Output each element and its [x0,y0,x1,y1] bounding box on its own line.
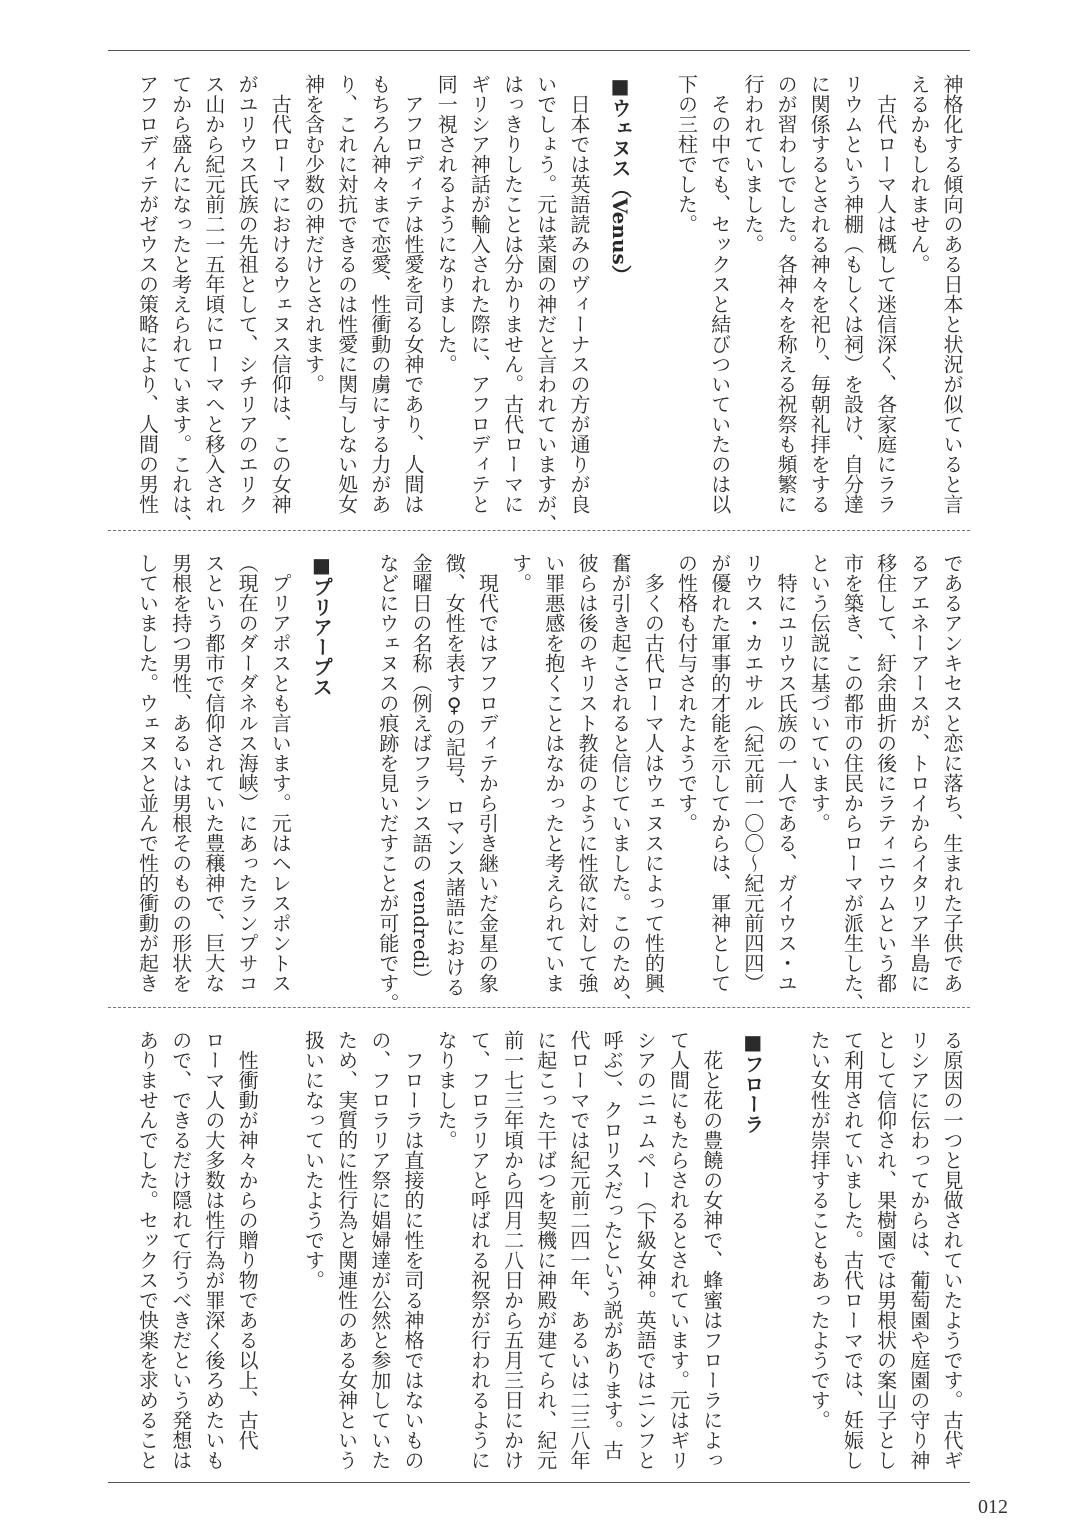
text-column: 性衝動が神々からの贈り物である以上、古代 [235,1030,260,1450]
text-column: 金曜日の名称（例えばフランス語の vendredi） [409,553,433,989]
text-column: 多くの古代ローマ人はウェヌスによって性的興 [641,553,666,993]
bottom-rule [108,1482,970,1483]
blank-line [636,74,669,522]
text-column: 行われていました。 [740,74,765,254]
text-column: リシアに伝わってからは、葡萄園や庭園の守り神 [906,1030,931,1470]
text-column: ギリシア神話が輸入された際に、アフロディテと [467,74,492,514]
blank-line [769,1030,802,1478]
text-column: 呼ぶ）、クロリスだったという説があります。古 [600,1030,625,1460]
text-column: 神を含む少数の神だけとされます。 [301,74,326,394]
text-column: てから盛んになったと考えられています。これは、 [168,74,193,534]
text-column: て人間にもたらされるとされています。元はギリ [666,1030,691,1470]
text-column: リウムという神棚（もしくは祠）を設け、自分達 [840,74,865,514]
top-rule [108,50,970,51]
text-column: 花と花の豊饒の女神で、蜂蜜はフローラによっ [699,1030,724,1470]
text-column: していました。ウェヌスと並んで性的衝動が起き [135,553,160,993]
section-heading: ■プリアープス [309,553,334,697]
text-column: が優れた軍事的才能を示してからは、軍神として [707,553,732,993]
text-column: プリアポスとも言います。元はヘレスポントス [268,553,293,993]
text-column: の、フロラリア祭に娼婦達が公然と参加していた [367,1030,392,1470]
text-column: て利用されていました。古代ローマでは、妊娠し [840,1030,865,1470]
text-column: ので、できるだけ隠れて行うべきだという発想は [168,1030,193,1470]
text-column: という伝説に基づいています。 [807,553,832,833]
text-column: 日本では英語読みのヴィーナスの方が通りが良 [566,74,591,514]
text-column: スという都市で信仰されていた豊穣神で、巨大な [201,553,226,993]
text-column: の性格も付与されたようです。 [674,553,699,833]
section-heading: ■ウェヌス（Venus） [608,74,633,285]
text-column: ス山から紀元前二一五年頃にローマへと移入され [201,74,226,514]
text-column: す。 [508,553,533,593]
text-column: 現代ではアフロディテから引き継いだ金星の象 [475,553,500,993]
text-column: として信仰され、果樹園では男根状の案山子とし [873,1030,898,1470]
blank-line [263,1030,296,1478]
tier-divider [108,1007,970,1008]
text-column: リウス・カエサル（紀元前一〇〇～紀元前四四） [740,553,765,993]
text-column: 奮が引き起こされると信じていました。このため、 [608,553,633,1013]
text-column: 彼らは後のキリスト教徒のように性欲に対して強 [574,553,599,993]
text-column: 前一七三年頃から四月二八日から五月三日にかけ [500,1030,525,1470]
text-column: もちろん神々まで恋愛、性衝動の虜にする力があ [367,74,392,514]
text-column: 代ローマでは紀元前二四一年、あるいは二三八年 [566,1030,591,1470]
text-tier-3 [108,1030,968,1478]
text-column: アフロディテがゼウスの策略により、人間の男性 [135,74,160,514]
text-column: 特にユリウス氏族の一人である、ガイウス・ユ [774,553,799,993]
text-column: はっきりしたことは分かりません。古代ローマに [500,74,525,514]
text-column: いでしょう。元は菜園の神だと言われていますが、 [533,74,558,534]
text-column: のが習わしでした。各神々を称える祝祭も頻繁に [774,74,799,514]
text-column: 神格化する傾向のある日本と状況が似ていると言 [940,74,964,514]
text-column: なりました。 [434,1030,459,1150]
text-column: て、フロラリアと呼ばれる祝祭が行われるように [467,1030,492,1470]
text-column: その中でも、セックスと結びついていたのは以 [707,74,732,514]
blank-line [337,553,370,1001]
text-column: 扱いになっていたようです。 [301,1030,326,1290]
text-column: い罪悪感を抱くことはなかったと考えられていま [541,553,566,993]
text-column: シアのニュムペー（下級女神。英語ではニンフと [633,1030,658,1470]
text-column: アフロディテは性愛を司る女神であり、人間は [401,74,425,514]
text-column: ため、実質的に性行為と関連性のある女神という [334,1030,359,1470]
text-column: ローマ人の大多数は性行為が罪深く後ろめたいも [201,1030,226,1470]
text-column: に関係するとされる神々を祀り、毎朝礼拝をする [807,74,832,514]
text-column: などにウェヌスの痕跡を見いだすことが可能です。 [375,553,400,1013]
page-number: 012 [978,1496,1008,1518]
text-column: 移住して、紆余曲折の後にラティニウムという都 [873,553,898,993]
text-column: がユリウス氏族の先祖として、シチリアのエリク [235,74,260,514]
text-column: 古代ローマ人は概して迷信深く、各家庭にララ [873,74,898,514]
text-column: 市を築き、この都市の住民からローマが派生した、 [840,553,865,1013]
text-column: ありませんでした。セックスで快楽を求めること [135,1030,160,1470]
text-column: フローラは直接的に性を司る神格ではないもの [401,1030,425,1470]
text-column: であるアンキセスと恋に落ち、生まれた子供であ [940,553,964,993]
text-column: （現在のダーダネルス海峡）にあったランプサコ [235,553,260,993]
text-column: 下の三柱でした。 [674,74,699,234]
text-column: えるかもしれません。 [906,74,931,274]
text-column: 同一視されるようになりました。 [434,74,459,374]
text-tier-1 [108,74,968,534]
text-column: る原因の一つと見做されていたようです。古代ギ [940,1030,964,1470]
text-tier-2 [108,553,968,1013]
text-column: り、これに対抗できるのは性愛に関与しない処女 [334,74,359,514]
text-column: 古代ローマにおけるウェヌス信仰は、この女神 [268,74,293,514]
text-column: に起こった干ばつを契機に神殿が建てられ、紀元 [533,1030,558,1470]
text-column: 男根を持つ男性、あるいは男根そのものの形状を [168,553,193,993]
text-column: 徴、女性を表す♀の記号、ロマンス諸語における [442,553,467,997]
text-column: たい女性が崇拝することもあったようです。 [807,1030,832,1430]
text-column: るアエネーアースが、トロイからイタリア半島に [906,553,931,993]
section-heading: ■フローラ [740,1030,765,1134]
tier-divider [108,530,970,531]
